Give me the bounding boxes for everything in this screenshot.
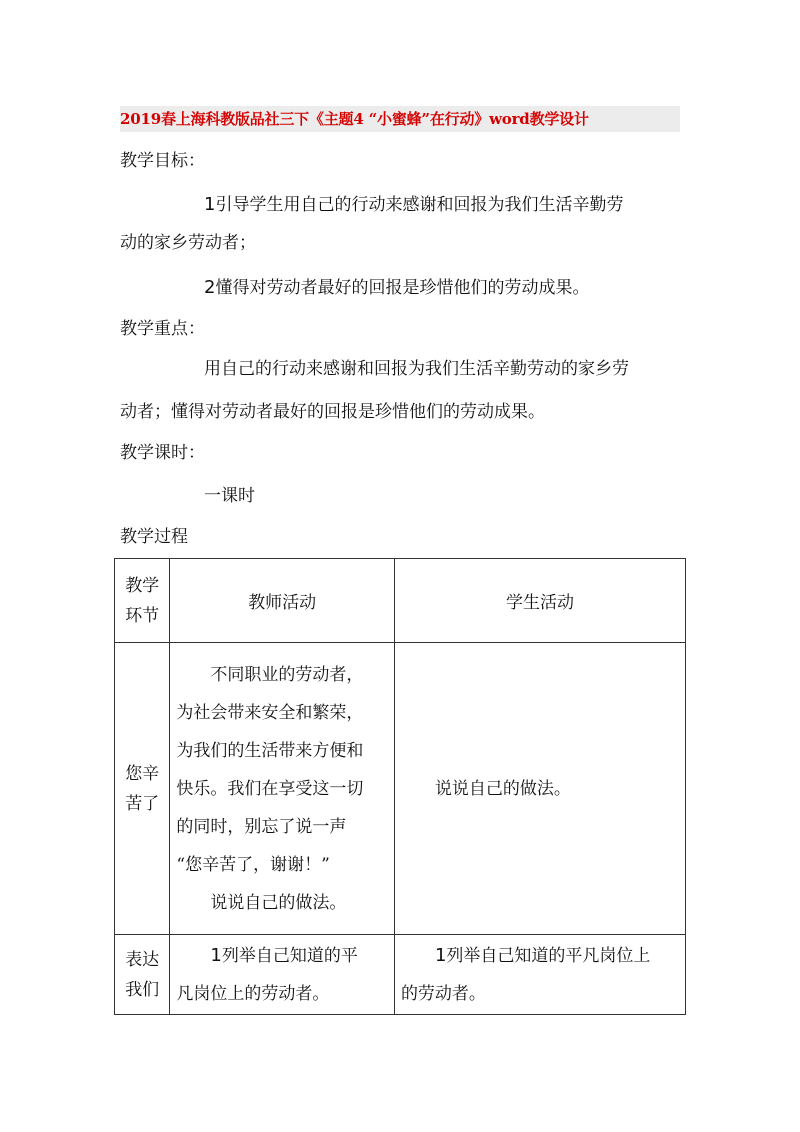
process-heading: 教学过程 [120, 527, 188, 547]
row2-teacher-text [170, 937, 394, 1013]
row2-student-line-1-text: 列举自己知道的平凡岗位上 [446, 945, 651, 966]
header-student: 学生活动 [394, 559, 685, 643]
header-stage [115, 559, 170, 643]
row1-teacher-line: 的同时，别忘了说一声 [176, 816, 347, 837]
process-table [114, 558, 686, 1015]
key-points-line-2: 动者；懂得对劳动者最好的回报是珍惜他们的劳动成果。 [120, 402, 545, 422]
row2-teacher [170, 935, 395, 1015]
table-header-row [115, 559, 686, 643]
header-stage-line-2: 环节 [125, 605, 160, 626]
objective-2-number: 2 [204, 277, 216, 298]
objective-1-line-2: 动的家乡劳动者； [120, 233, 256, 253]
row1-teacher [170, 643, 395, 935]
key-points-line-1: 用自己的行动来感谢和回报为我们生活辛勤劳动的家乡劳 [204, 359, 629, 379]
row1-stage-line-2: 苦了 [125, 793, 160, 814]
row1-student-text: 说说自己的做法。 [434, 778, 571, 799]
row1-student [394, 643, 685, 935]
row1-teacher-line: 不同职业的劳动者， [210, 664, 364, 685]
row1-stage-line-1: 您辛 [125, 763, 160, 784]
objective-2-text: 懂得对劳动者最好的回报是珍惜他们的劳动成果。 [215, 278, 590, 298]
row1-teacher-line: “您辛苦了，谢谢！” [176, 854, 330, 875]
row2-teacher-number: 1 [210, 944, 222, 966]
row1-stage [115, 643, 170, 935]
hours-value: 一课时 [204, 486, 255, 506]
table-row [115, 935, 686, 1015]
header-stage-line-1: 教学 [125, 575, 160, 596]
row2-stage [115, 935, 170, 1015]
row1-teacher-text [170, 656, 394, 922]
objective-1-number: 1 [204, 194, 216, 215]
objectives-heading: 教学目标： [120, 151, 205, 171]
row2-teacher-line-1 [176, 937, 388, 975]
document-title: 2019春上海科教版品社三下《主题4 “小蜜蜂”在行动》word教学设计 [120, 106, 680, 132]
row2-stage-line-2: 我们 [125, 979, 160, 1000]
table-row [115, 643, 686, 935]
row2-student-text [395, 937, 685, 1013]
row1-teacher-line: 为社会带来安全和繁荣， [176, 702, 364, 723]
row2-student [394, 935, 685, 1015]
row2-teacher-line-2: 凡岗位上的劳动者。 [176, 983, 330, 1004]
row2-student-number: 1 [434, 944, 447, 966]
row2-student-line-2: 的劳动者。 [400, 983, 486, 1004]
row2-student-line-1 [401, 937, 679, 975]
row2-stage-line-1: 表达 [125, 949, 160, 970]
objective-2 [204, 276, 589, 300]
hours-heading: 教学课时： [120, 443, 205, 463]
row2-teacher-line-1-text: 列举自己知道的平 [221, 945, 358, 966]
row1-teacher-line: 说说自己的做法。 [210, 892, 347, 913]
header-teacher: 教师活动 [170, 559, 395, 643]
row1-teacher-line: 为我们的生活带来方便和 [176, 740, 364, 761]
key-points-heading: 教学重点： [120, 319, 205, 339]
row1-teacher-line: 快乐。我们在享受这一切 [176, 778, 364, 799]
objective-1-text: 引导学生用自己的行动来感谢和回报为我们生活辛勤劳 [215, 195, 624, 215]
objective-1-line-1 [204, 193, 623, 217]
